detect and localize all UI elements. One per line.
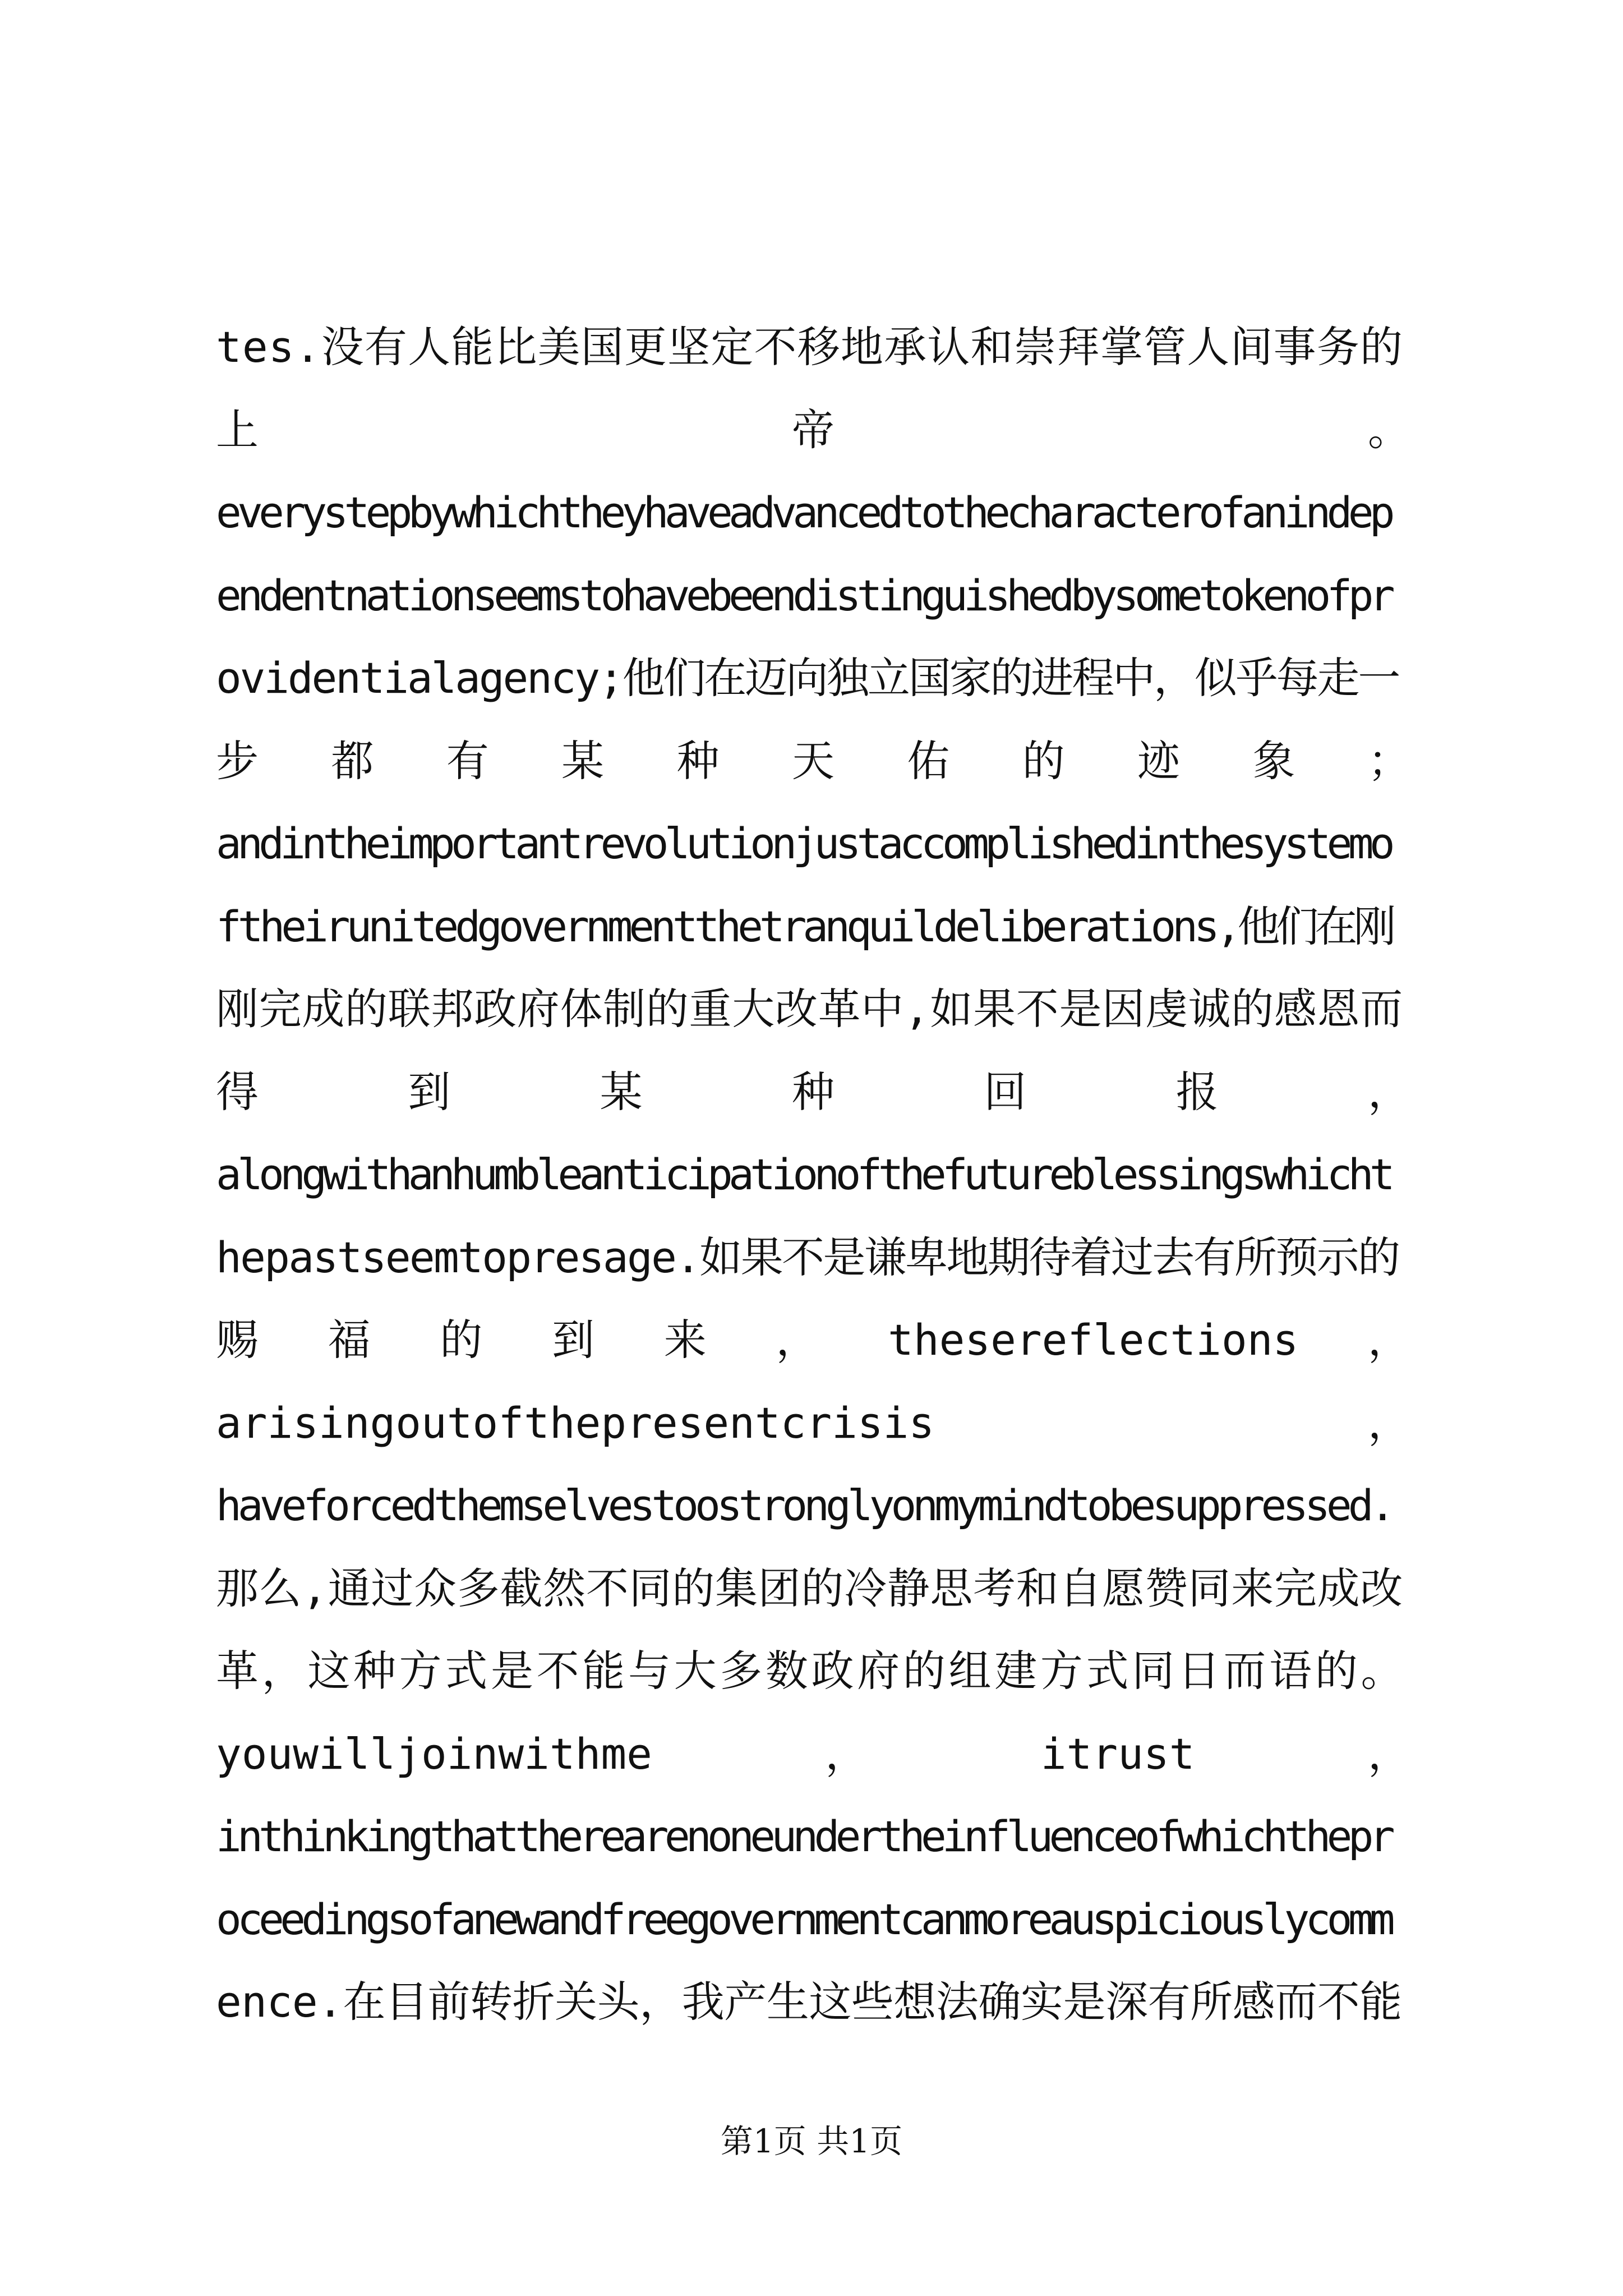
text-line <box>216 1051 1410 1134</box>
text-segment: 的 <box>1022 735 1065 786</box>
text-segment: thesereflections <box>888 1315 1299 1365</box>
page-footer: 第1页 共1页 <box>720 2122 903 2160</box>
text-line: oceedingsofanewandfreegovernmentcanmoreauspiciouslycomm <box>216 1894 1391 1944</box>
text-segment: ， <box>1368 1728 1410 1779</box>
text-segment: 来 <box>663 1315 707 1365</box>
text-segment: ， <box>825 1728 868 1779</box>
text-segment: ， <box>776 1315 819 1365</box>
text-segment: 都 <box>331 735 374 786</box>
text-segment: ； <box>1367 735 1410 786</box>
text-line: endentnationseemstohavebeendistinguishedbysometokenofpr <box>216 570 1391 620</box>
text-line: 刚完成的联邦政府体制的重大改革中,如果不是因虔诚的感恩而 <box>216 984 1403 1034</box>
text-segment: 回 <box>984 1066 1027 1117</box>
text-segment: youwilljoinwithme <box>216 1728 652 1779</box>
text-segment: 迹 <box>1137 735 1181 786</box>
text-line: ftheirunitedgovernmentthetranquildeliberations,他们在刚 <box>216 901 1393 951</box>
text-segment: 步 <box>216 735 259 786</box>
text-segment: 。 <box>1368 404 1410 455</box>
text-line: 革，这种方式是不能与大多数政府的组建方式同日而语的。 <box>216 1646 1407 1696</box>
text-line: 那么,通过众多截然不同的集团的冷静思考和自愿赞同来完成改 <box>216 1563 1403 1613</box>
text-line: everystepbywhichtheyhaveadvancedtothecharacterofanindep <box>216 487 1391 537</box>
text-segment: itrust <box>1040 1728 1195 1779</box>
text-line: inthinkingthattherearenoneundertheinfluenceofwhichthepr <box>216 1811 1391 1861</box>
text-segment: 佑 <box>907 735 950 786</box>
text-segment: 赐 <box>216 1315 259 1365</box>
text-line: tes.没有人能比美国更坚定不移地承认和崇拜掌管人间事务的 <box>216 322 1404 372</box>
text-segment: 的 <box>440 1315 483 1365</box>
text-segment: 报 <box>1175 1066 1219 1117</box>
text-segment: 到 <box>552 1315 595 1365</box>
text-segment: arisingoutofthepresentcrisis <box>216 1397 935 1448</box>
text-segment: ， <box>1367 1315 1410 1365</box>
text-segment: 福 <box>328 1315 371 1365</box>
text-line: andintheimportantrevolutionjustaccomplishedinthesystemo <box>216 818 1391 868</box>
text-segment: ， <box>1367 1066 1410 1117</box>
text-segment: 种 <box>791 1066 834 1117</box>
text-segment: 象 <box>1252 735 1295 786</box>
body-text <box>216 306 1410 2044</box>
text-segment: 种 <box>676 735 720 786</box>
text-segment: 上 <box>216 404 259 455</box>
text-line <box>216 1382 1410 1465</box>
text-segment: 某 <box>561 735 605 786</box>
text-line: ovidentialagency;他们在迈向独立国家的进程中，似乎每走一 <box>216 653 1399 703</box>
text-line: hepastseemtopresage.如果不是谦卑地期待着过去有所预示的 <box>216 1232 1399 1282</box>
text-line <box>216 1713 1410 1796</box>
text-line <box>216 720 1410 803</box>
text-line: alongwithanhumbleanticipationofthefutureblessingswhicht <box>216 1149 1391 1199</box>
text-segment: ， <box>1368 1397 1410 1448</box>
text-line: haveforcedthemselvestoostronglyonmymindtobesuppressed. <box>216 1480 1392 1530</box>
text-line <box>216 1299 1410 1382</box>
text-segment: 得 <box>216 1066 259 1117</box>
text-line: ence.在目前转折关头，我产生这些想法确实是深有所感而不能 <box>216 1977 1402 2027</box>
text-segment: 天 <box>791 735 834 786</box>
text-segment: 到 <box>408 1066 451 1117</box>
text-segment: 某 <box>600 1066 643 1117</box>
text-segment: 帝 <box>792 404 834 455</box>
text-line <box>216 389 1410 472</box>
text-segment: 有 <box>446 735 489 786</box>
